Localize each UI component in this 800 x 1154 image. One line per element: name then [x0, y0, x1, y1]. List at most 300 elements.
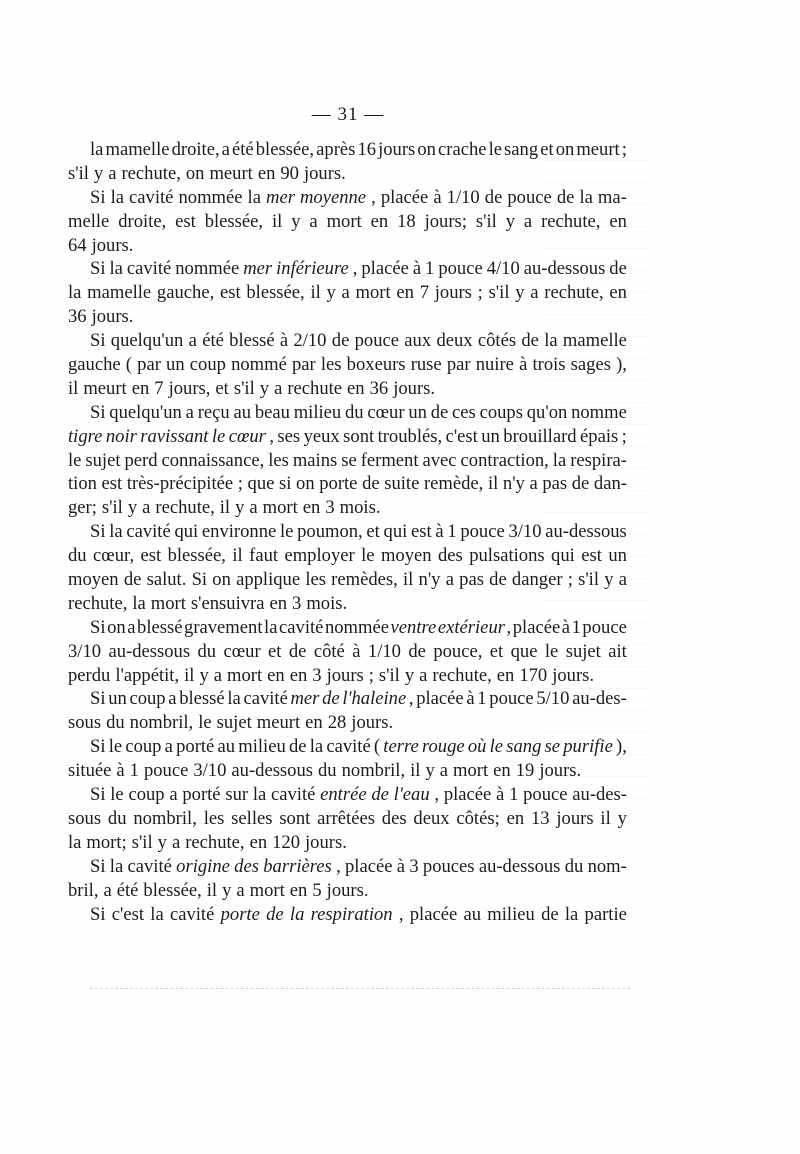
word: été: [116, 879, 139, 901]
word: a: [171, 831, 181, 853]
word: nommée: [178, 186, 243, 208]
bottom-faint-rule: [90, 988, 630, 989]
word: le: [68, 449, 82, 471]
word: pulsations: [469, 545, 545, 567]
word: et: [268, 640, 282, 662]
italic-word: moyenne: [299, 186, 367, 208]
word: en: [609, 210, 627, 232]
text-line: [68, 329, 627, 353]
word: milieu: [238, 736, 286, 758]
word: à: [412, 258, 422, 280]
word: 3/10: [68, 640, 102, 662]
word: pouce: [438, 258, 483, 280]
word: s'il: [488, 282, 510, 304]
word: gauche: [68, 354, 121, 376]
word: de: [408, 640, 426, 662]
word: rechute,: [544, 282, 604, 304]
word: blessée,: [255, 139, 315, 160]
word: 13: [530, 807, 550, 829]
text-line: [68, 831, 627, 855]
word: perdu: [68, 664, 111, 686]
word: milieu: [293, 401, 342, 423]
word: n'y: [502, 473, 525, 495]
text-line: [68, 735, 627, 759]
word: Si: [90, 186, 106, 208]
word: ma-: [597, 186, 627, 208]
word: ,: [336, 855, 341, 877]
word: y: [604, 569, 614, 591]
word: y: [617, 807, 627, 829]
word: jours: [556, 807, 594, 829]
word: côtés;: [456, 807, 500, 829]
word: il: [402, 569, 414, 591]
word: y: [235, 497, 245, 519]
word: ,: [269, 425, 274, 447]
word: jours.: [552, 664, 595, 686]
word: bril,: [68, 879, 99, 901]
word: coup: [125, 736, 162, 758]
word: mois.: [306, 592, 348, 614]
word: reçu: [197, 401, 230, 423]
word: a: [213, 664, 223, 686]
word: sont: [343, 425, 375, 447]
text-line: [68, 640, 627, 664]
word: au-dessous: [231, 760, 313, 782]
word: ;: [621, 139, 627, 160]
word: à: [519, 354, 528, 376]
word: mois.: [339, 497, 381, 519]
word: gauche,: [156, 282, 215, 304]
word: meurt: [209, 162, 253, 184]
word: très-précipitée: [126, 473, 234, 495]
word: Si: [90, 258, 106, 280]
word: a: [108, 162, 117, 184]
word: et: [215, 377, 229, 399]
word: au-dessous: [478, 855, 561, 877]
paragraph: [68, 903, 627, 927]
word: nomme: [571, 401, 627, 423]
word: ,: [434, 784, 440, 806]
word: y: [326, 282, 336, 304]
italic-word: ravissant: [140, 425, 209, 447]
word: à: [279, 330, 289, 352]
word: la: [68, 831, 82, 853]
paragraph: [68, 855, 627, 903]
word: nom-: [587, 855, 627, 877]
word: jours.: [305, 831, 347, 853]
italic-word: le: [211, 425, 226, 447]
paragraph: [68, 520, 627, 616]
word: placée: [409, 903, 458, 925]
text-line: [68, 425, 627, 449]
word: remède,: [423, 473, 484, 495]
word: 3: [325, 497, 335, 519]
text-line: [68, 305, 627, 329]
word: a: [618, 569, 627, 591]
word: a: [221, 139, 230, 160]
word: selles: [231, 807, 273, 829]
word: rechute,: [432, 664, 492, 686]
word: été: [232, 139, 254, 160]
word: de: [484, 186, 503, 208]
word: au-dessous: [108, 640, 191, 662]
page-number: — 31 —: [311, 104, 385, 125]
word: pouce: [143, 760, 189, 782]
word: Si: [90, 855, 106, 877]
paragraph: [68, 783, 627, 855]
word: et: [366, 521, 380, 543]
word: nuire: [475, 354, 514, 376]
word: ,: [398, 903, 404, 925]
word: qui: [383, 521, 408, 543]
italic-word: l'eau: [393, 784, 430, 806]
word: le: [108, 736, 123, 758]
word: la: [309, 736, 324, 758]
word: quelqu'un: [110, 330, 184, 352]
word: avec: [422, 449, 457, 471]
word: de: [541, 903, 559, 925]
word: a: [341, 282, 350, 304]
word: du: [107, 807, 127, 829]
word: mamelle: [105, 139, 170, 160]
text-line: [68, 711, 627, 735]
word: cavité: [127, 855, 172, 877]
word: Si: [90, 330, 106, 352]
word: la: [150, 903, 164, 925]
word: il: [600, 807, 611, 829]
word: est: [411, 521, 432, 543]
word: nombril,: [341, 760, 406, 782]
word: les: [203, 807, 225, 829]
word: l'appétit,: [115, 664, 180, 686]
word: de: [288, 736, 307, 758]
word: de: [362, 473, 380, 495]
word: 1: [447, 521, 457, 543]
word: ruse: [410, 354, 442, 376]
word: Si: [90, 688, 106, 710]
paragraph: [68, 401, 627, 520]
word: du: [345, 401, 364, 423]
word: faut: [249, 545, 279, 567]
word: s'il: [578, 569, 600, 591]
word: de: [489, 569, 507, 591]
word: a: [164, 736, 173, 758]
word: s'ensuivra: [190, 592, 265, 614]
word: la: [564, 903, 579, 925]
word: 90: [280, 162, 299, 184]
word: s'il: [378, 664, 400, 686]
word: s'il: [475, 210, 497, 232]
word: de: [288, 640, 307, 662]
italic-word: de: [322, 688, 340, 710]
word: pouce: [582, 616, 627, 638]
word: été: [202, 330, 224, 352]
word: ;: [237, 473, 243, 495]
word: 1/10: [367, 640, 401, 662]
word: coup: [129, 688, 166, 710]
word: s'il: [101, 497, 123, 519]
word: 1: [477, 688, 487, 710]
word: 5/10: [536, 688, 570, 710]
word: ),: [616, 354, 627, 376]
word: jours: [378, 139, 416, 160]
word: cavité: [243, 688, 288, 710]
word: ger;: [68, 497, 97, 519]
paragraph: [68, 257, 627, 329]
text-line: [68, 162, 627, 186]
word: les: [268, 449, 289, 471]
word: 28: [327, 712, 347, 734]
italic-word: de: [266, 903, 284, 925]
text-line: [68, 353, 627, 377]
word: a: [530, 282, 539, 304]
word: y: [291, 210, 301, 232]
word: les: [320, 354, 342, 376]
word: cœur,: [93, 545, 135, 567]
word: blessée,: [204, 210, 264, 232]
word: la: [110, 186, 124, 208]
word: 3: [292, 592, 302, 614]
word: de: [521, 330, 539, 352]
word: Si: [90, 616, 106, 638]
word: 3: [312, 664, 322, 686]
word: ait: [608, 640, 627, 662]
word: par: [291, 354, 316, 376]
word: mort: [326, 210, 362, 232]
word: il: [271, 210, 283, 232]
word: mort: [262, 497, 298, 519]
word: porté: [182, 784, 221, 806]
italic-word: ventre: [390, 616, 437, 638]
text-line: [68, 257, 627, 281]
word: en: [347, 377, 365, 399]
word: y: [157, 831, 167, 853]
word: sujet: [565, 640, 601, 662]
word: à: [466, 688, 475, 710]
word: pouce,: [433, 640, 483, 662]
word: a: [523, 210, 533, 232]
word: salut.: [146, 569, 187, 591]
word: Si: [90, 401, 106, 423]
word: il: [219, 497, 231, 519]
word: la: [227, 688, 241, 710]
word: à: [435, 521, 444, 543]
word: jours.: [91, 306, 134, 328]
word: coup: [128, 784, 165, 806]
word: un: [481, 425, 500, 447]
word: sous: [68, 807, 102, 829]
italic-word: de: [371, 784, 389, 806]
word: melle: [68, 210, 110, 232]
word: environne: [201, 521, 277, 543]
word: il: [232, 545, 243, 567]
text-line: [68, 855, 627, 879]
word: en: [370, 210, 389, 232]
text-line: [68, 592, 627, 616]
word: du: [564, 855, 584, 877]
word: tion: [68, 473, 97, 495]
paragraph: [68, 735, 627, 783]
word: on: [417, 139, 436, 160]
word: Si: [90, 784, 106, 806]
word: coup: [189, 354, 226, 376]
word: rechute,: [541, 210, 601, 232]
paragraph: [68, 687, 627, 735]
word: y: [425, 760, 435, 782]
word: le: [279, 521, 294, 543]
word: que: [510, 640, 538, 662]
italic-word: rouge: [421, 736, 465, 758]
word: à: [433, 186, 442, 208]
word: pouce: [507, 186, 552, 208]
word: en: [249, 831, 268, 853]
word: si: [279, 473, 292, 495]
word: a: [249, 497, 258, 519]
word: a: [419, 664, 428, 686]
word: il: [310, 282, 321, 304]
word: du: [68, 545, 87, 567]
word: y: [127, 497, 138, 519]
word: jours: [434, 282, 472, 304]
word: du: [318, 760, 337, 782]
word: 120: [272, 831, 301, 853]
word: ses: [277, 425, 301, 447]
word: 19: [515, 760, 535, 782]
word: mort: [227, 664, 263, 686]
word: à: [116, 760, 125, 782]
word: le: [488, 139, 502, 160]
paragraph: [68, 616, 627, 688]
word: crache: [438, 139, 487, 160]
word: dan-: [593, 473, 627, 495]
word: y: [199, 664, 209, 686]
word: placée: [361, 258, 409, 280]
word: y: [259, 377, 270, 399]
text-line: [68, 616, 627, 640]
word: moyen: [68, 569, 119, 591]
word: située: [68, 760, 112, 782]
word: il: [184, 664, 195, 686]
word: 18: [397, 210, 416, 232]
word: en: [289, 664, 308, 686]
text-line: [68, 281, 627, 305]
text-line: [68, 496, 627, 520]
word: qu'on: [526, 401, 568, 423]
word: (: [373, 736, 381, 758]
word: 1: [425, 258, 435, 280]
word: Si: [90, 521, 106, 543]
word: mamelle: [87, 282, 152, 304]
word: nombril,: [133, 807, 197, 829]
word: rechute,: [155, 497, 215, 519]
word: (: [125, 354, 132, 376]
word: de: [609, 258, 627, 280]
word: qui: [551, 545, 575, 567]
word: cœur: [223, 640, 261, 662]
word: la: [109, 521, 123, 543]
word: un: [166, 354, 185, 376]
word: placée: [512, 616, 561, 638]
word: de: [571, 473, 590, 495]
word: nommée: [324, 616, 389, 638]
text-line: [68, 472, 627, 496]
word: deux: [436, 330, 473, 352]
word: ces: [452, 401, 476, 423]
word: Si: [191, 569, 208, 591]
word: est: [175, 210, 196, 232]
word: droite,: [118, 210, 167, 232]
word: 64: [68, 234, 87, 256]
word: a: [103, 879, 112, 901]
word: 3/10: [193, 760, 227, 782]
word: jours.: [351, 712, 394, 734]
word: par: [446, 354, 471, 376]
italic-word: respiration: [310, 903, 393, 925]
word: deux: [413, 807, 450, 829]
word: il: [410, 760, 421, 782]
word: de: [331, 330, 350, 352]
word: de: [430, 401, 449, 423]
word: rechute,: [121, 162, 181, 184]
word: jours.: [393, 377, 436, 399]
word: après: [316, 139, 356, 160]
word: est: [581, 545, 602, 567]
word: en: [302, 497, 321, 519]
word: à: [561, 616, 571, 638]
italic-word: terre: [383, 736, 419, 758]
word: meurt: [576, 139, 620, 160]
word: porté: [176, 736, 215, 758]
word: au-dessous: [523, 258, 606, 280]
word: en: [609, 282, 627, 304]
word: a: [142, 497, 151, 519]
word: la: [90, 139, 104, 160]
word: a: [529, 473, 538, 495]
word: 3: [409, 855, 419, 877]
word: a: [185, 401, 194, 423]
word: la: [252, 784, 267, 806]
word: gravement: [184, 616, 263, 638]
word: un: [608, 545, 627, 567]
word: ,: [408, 688, 414, 710]
word: troublés,: [377, 425, 443, 447]
text-line: [68, 520, 627, 544]
word: sujet: [85, 449, 121, 471]
word: pouce: [460, 521, 505, 543]
word: sang: [504, 139, 539, 160]
word: par: [137, 354, 161, 376]
word: mains: [292, 449, 338, 471]
word: coups: [479, 401, 523, 423]
word: le: [544, 640, 559, 662]
word: en: [305, 712, 323, 734]
text-line: [68, 879, 627, 903]
text-line: [68, 759, 627, 783]
word: nommé: [231, 354, 287, 376]
word: la: [544, 330, 558, 352]
word: la: [68, 282, 82, 304]
word: blessée,: [246, 282, 305, 304]
word: est: [140, 545, 162, 567]
word: connaissance,: [161, 449, 265, 471]
word: pouce: [354, 330, 400, 352]
word: ferment: [360, 449, 419, 471]
word: 5: [312, 879, 322, 901]
word: quelqu'un: [109, 401, 182, 423]
word: à: [352, 640, 361, 662]
word: a: [169, 784, 178, 806]
word: s'il: [131, 831, 153, 853]
